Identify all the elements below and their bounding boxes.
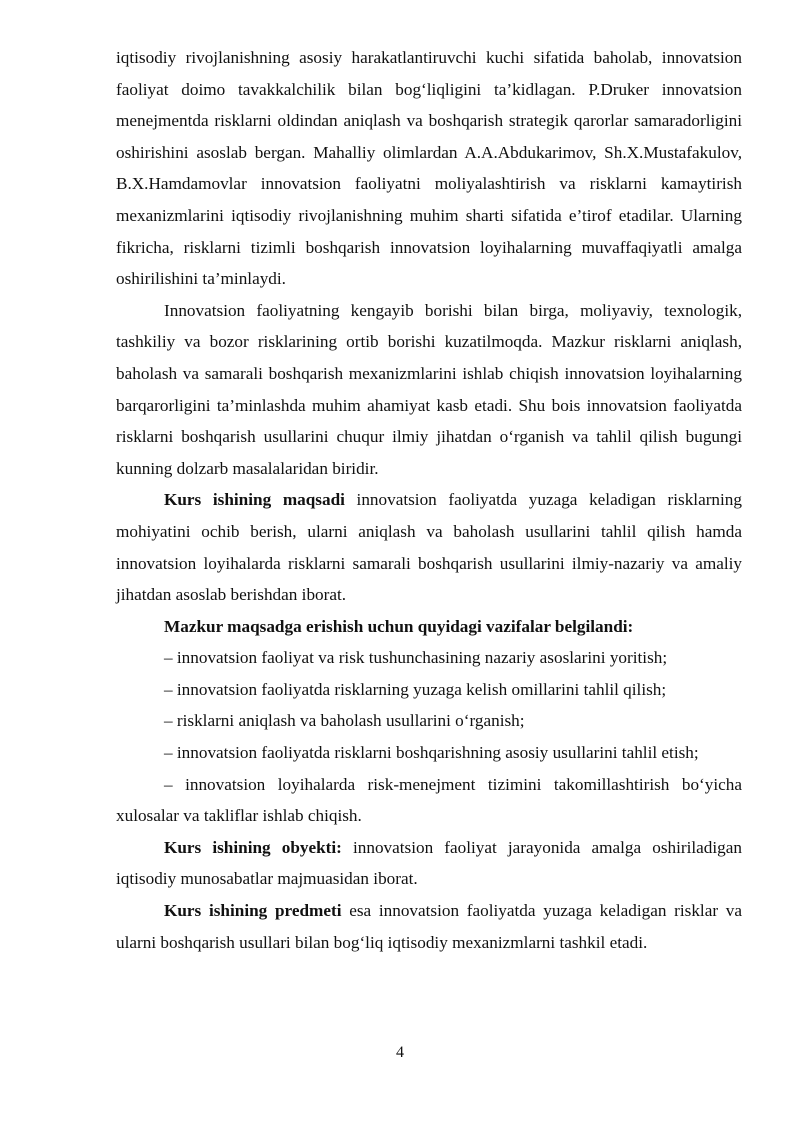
task-item: – innovatsion faoliyatda risklarning yuzaga kelish omillarini tahlil qilish;: [164, 679, 667, 699]
paragraph-tasks-heading: [116, 611, 742, 643]
page-number: 4: [396, 1044, 404, 1061]
subject-heading: Kurs ishining predmeti: [164, 901, 342, 921]
paragraph-object: [116, 832, 742, 895]
task-item: – risklarni aniqlash va baholash usullarini o‘rganish;: [164, 711, 525, 731]
paragraph-goal: [116, 484, 742, 610]
task-item: – innovatsion faoliyatda risklarni boshqarishning asosiy usullarini tahlil etish;: [164, 743, 699, 763]
paragraph-relevance: Innovatsion faoliyatning kengayib borishi bilan birga, moliyaviy, texnologik, tashkiliy va bozor risklarining ortib borishi kuzatilmoqda. Mazkur risklarni aniqlash, baholash va samarali boshqarish mexanizmlarini ishlab chiqish innovatsion loyihalarning barqarorligini ta’minlashda muhim ahamiyat kasb etadi. Shu bois innovatsion faoliyatda risklarni boshqarish usullarini chuqur ilmiy jihatdan o‘rganish va tahlil qilish bugungi kunning dolzarb masalalaridan biridir.: [116, 300, 742, 478]
paragraph-literature-review: iqtisodiy rivojlanishning asosiy harakatlantiruvchi kuchi sifatida baholab, innovatsion faoliyat doimo tavakkalchilik bilan bog‘liqligini ta’kidlagan. P.Druker innovatsion menejmentda risklarni oldindan aniqlash va boshqarish strategik qarorlar samaradorligini oshirishini asoslab bergan. Mahalliy olimlardan A.A.Abdukarimov, Sh.X.Mustafakulov, B.X.Hamdamovlar innovatsion faoliyatni moliyalashtirish va risklarni kamaytirish mexanizmlarini iqtisodiy rivojlanishning muhim sharti sifatida e’tirof etadilar. Ularning fikricha, risklarni tizimli boshqarish innovatsion loyihalarning muvaffaqiyatli amalga oshirilishini ta’minlaydi.: [116, 48, 742, 289]
object-heading: Kurs ishining obyekti:: [164, 837, 342, 857]
object-text: innovatsion faoliyat jarayonida amalga oshiriladigan iqtisodiy munosabatlar majmuasidan iborat.: [116, 837, 742, 889]
page-body: [116, 42, 742, 958]
subject-text: esa innovatsion faoliyatda yuzaga keladigan risklar va ularni boshqarish usullari bilan bog‘liq iqtisodiy mexanizmlarni tashkil etadi.: [116, 901, 742, 952]
goal-heading: Kurs ishining maqsadi: [164, 490, 345, 510]
paragraph-subject: [116, 895, 742, 958]
goal-text: innovatsion faoliyatda yuzaga keladigan risklarning mohiyatini ochib berish, ularni aniqlash va baholash usullarini tahlil qilish hamda innovatsion loyihalarda risklarni samarali boshqarish usullarini ilmiy-nazariy va amaliy jihatdan asoslab berishdan iborat.: [116, 490, 742, 605]
task-item: – innovatsion faoliyat va risk tushunchasining nazariy asoslarini yoritish;: [164, 648, 668, 668]
tasks-heading: Mazkur maqsadga erishish uchun quyidagi vazifalar belgilandi:: [164, 616, 634, 636]
task-item: – innovatsion loyihalarda risk-menejment tizimini takomillashtirish bo‘yicha xulosalar va takliflar ishlab chiqish.: [116, 774, 742, 826]
